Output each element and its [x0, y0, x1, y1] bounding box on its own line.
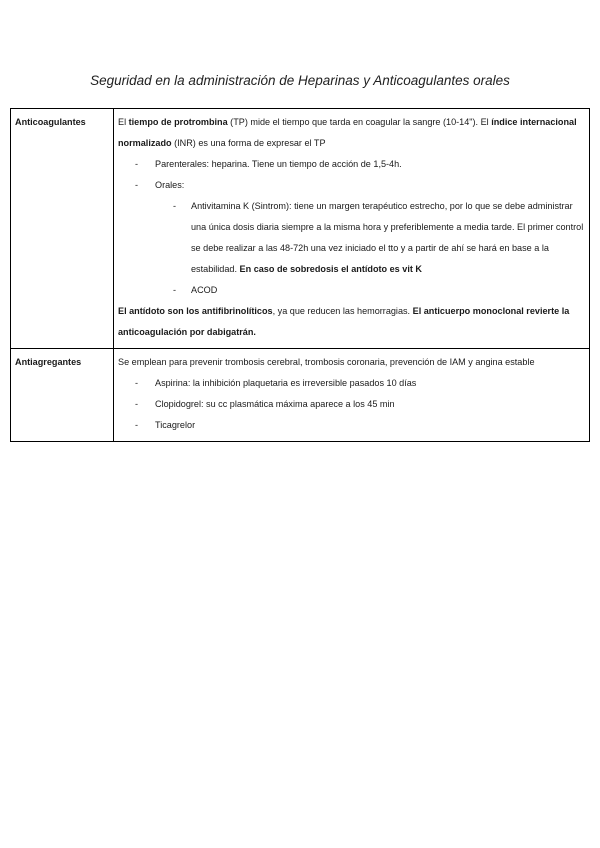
list-item-orales [118, 175, 585, 301]
aspirina-text: Aspirina: la inhibición plaquetaria es irreversible pasados 10 días [155, 378, 417, 388]
list-item-antivitamina-k [155, 196, 585, 280]
intro-text-2: (TP) mide el tiempo que tarda en coagular la sangre (10-14"). El [227, 117, 492, 127]
list-item-clopidogrel [118, 394, 585, 415]
antiagregantes-intro: Se emplean para prevenir trombosis cerebral, trombosis coronaria, prevención de IAM y angina estable [118, 357, 535, 367]
orales-text: Orales: [155, 180, 185, 190]
antifibrinoliticos-text: El antídoto son los antifibrinolíticos [118, 306, 273, 316]
dash-bullet: - [135, 378, 139, 388]
page-title: Seguridad en la administración de Heparinas y Anticoagulantes orales [90, 73, 510, 88]
closing-text: , ya que reducen las hemorragias. [272, 306, 413, 316]
tp-term: tiempo de protrombina [128, 117, 228, 127]
list-item-aspirina [118, 373, 585, 394]
orales-sublist [155, 196, 585, 301]
dash-bullet: - [135, 159, 139, 169]
table-row-anticoagulantes [11, 109, 590, 349]
antidote-vitk-text: En caso de sobredosis el antídoto es vit K [239, 264, 422, 274]
dash-bullet: - [135, 399, 139, 409]
parenterales-text: Parenterales: heparina. Tiene un tiempo de acción de 1,5-4h. [155, 159, 402, 169]
dash-bullet: - [135, 420, 139, 430]
antidote-paragraph [118, 301, 585, 343]
table-row-antiagregantes [11, 349, 590, 442]
ticagrelor-text: Ticagrelor [155, 420, 196, 430]
list-item-parenterales [118, 154, 585, 175]
inr-term: índice internacional normalizado [118, 117, 577, 148]
row-header-anticoagulantes: Anticoagulantes [11, 109, 114, 349]
dash-bullet: - [173, 201, 177, 211]
antiagregant-list [118, 373, 585, 436]
anticoagulant-list [118, 154, 585, 301]
acod-text: ACOD [191, 285, 218, 295]
intro-text-3: (INR) es una forma de expresar el TP [171, 138, 326, 148]
tp-inr-paragraph [118, 112, 585, 154]
list-item-ticagrelor [118, 415, 585, 436]
list-item-acod [155, 280, 585, 301]
row-content-anticoagulantes [114, 109, 590, 349]
dash-bullet: - [173, 285, 177, 295]
clopidogrel-text: Clopidogrel: su cc plasmática máxima aparece a los 45 min [155, 399, 395, 409]
content-table [10, 108, 590, 442]
row-content-antiagregantes [114, 349, 590, 442]
monoclonal-text: El anticuerpo monoclonal revierte la anticoagulación por dabigatrán. [118, 306, 570, 337]
intro-text-1: El [118, 117, 129, 127]
row-header-antiagregantes: Antiagregantes [11, 349, 114, 442]
dash-bullet: - [135, 180, 139, 190]
antivitamina-text: Antivitamina K (Sintrom): tiene un margen terapéutico estrecho, por lo que se debe administrar una única dosis diaria siempre a la misma hora y preferiblemente a media tarde. El primer control se debe realizar a las 48-72h una vez iniciado el tto y a partir de ahí se hará en base a la estabilidad. [191, 201, 584, 274]
